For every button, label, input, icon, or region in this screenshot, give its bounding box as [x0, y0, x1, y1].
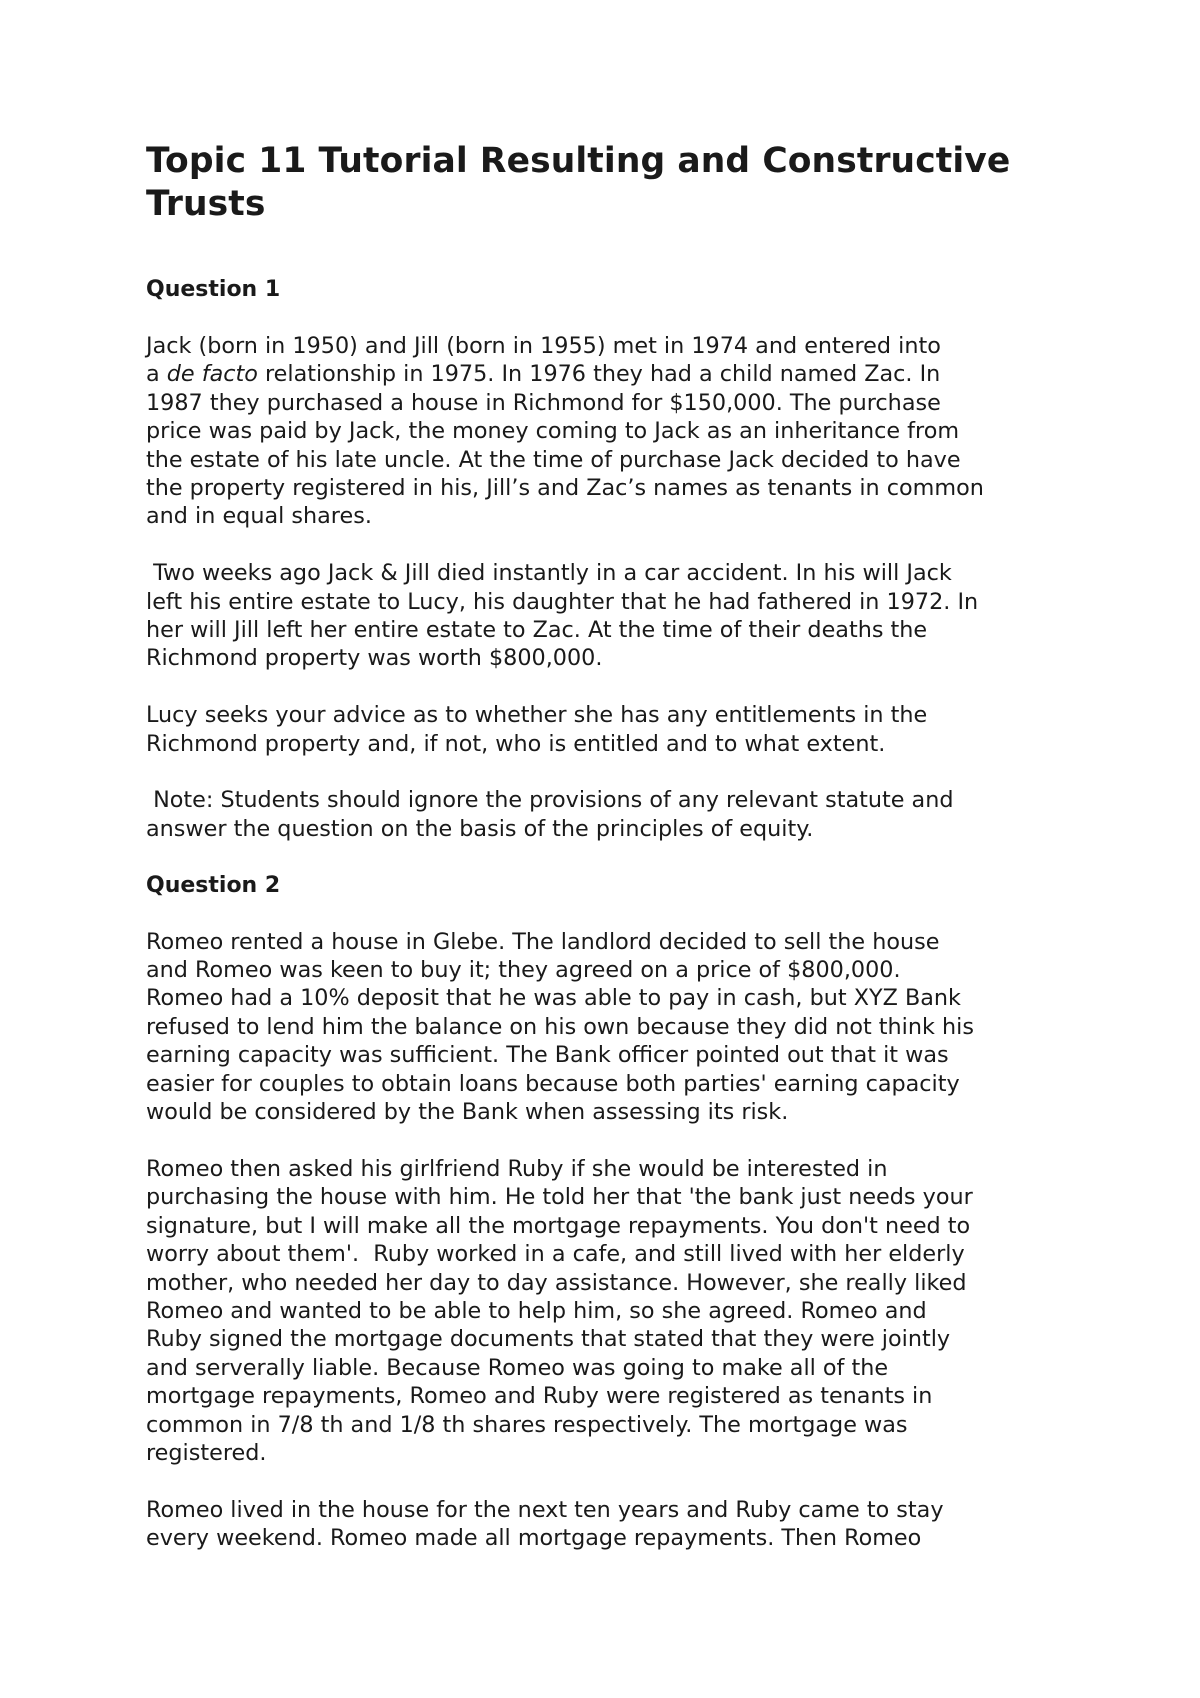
italic-term: de facto	[166, 361, 258, 388]
text-line: mother, who needed her day to day assistance. However, she really liked	[146, 1269, 967, 1296]
text-line: 1987 they purchased a house in Richmond for $150,000. The purchase	[146, 389, 941, 416]
text-line: Note: Students should ignore the provisions of any relevant statute and	[146, 787, 954, 814]
text-line: would be considered by the Bank when assessing its risk.	[146, 1099, 789, 1126]
text-line: Ruby signed the mortgage documents that stated that they were jointly	[146, 1326, 951, 1353]
text-line: signature, but I will make all the mortgage repayments. You don't need to	[146, 1212, 971, 1239]
question-1-note	[146, 786, 1086, 843]
text-line: earning capacity was sufficient. The Bank officer pointed out that it was	[146, 1042, 949, 1069]
text-line: easier for couples to obtain loans because both parties' earning capacity	[146, 1070, 960, 1097]
text-line: Lucy seeks your advice as to whether she has any entitlements in the	[146, 702, 928, 729]
document-page	[146, 140, 1086, 1581]
text-line: Two weeks ago Jack & Jill died instantly in a car accident. In his will Jack	[146, 560, 952, 587]
text-line: and Romeo was keen to buy it; they agreed on a price of $800,000.	[146, 957, 901, 984]
title-line: Topic 11 Tutorial Resulting and Constructive	[146, 141, 1011, 181]
text-line: worry about them'. Ruby worked in a cafe, and still lived with her elderly	[146, 1241, 965, 1268]
question-1-paragraph-3	[146, 701, 1086, 758]
text-line: mortgage repayments, Romeo and Ruby were registered as tenants in	[146, 1383, 933, 1410]
text-line: her will Jill left her entire estate to Zac. At the time of their deaths the	[146, 617, 928, 644]
text-line: left his entire estate to Lucy, his daughter that he had fathered in 1972. In	[146, 588, 979, 615]
text-line: the estate of his late uncle. At the time of purchase Jack decided to have	[146, 446, 961, 473]
text-line: purchasing the house with him. He told her that 'the bank just needs your	[146, 1184, 973, 1211]
text-line: every weekend. Romeo made all mortgage repayments. Then Romeo	[146, 1525, 922, 1552]
text-line: refused to lend him the balance on his own because they did not think his	[146, 1013, 974, 1040]
text-line: registered.	[146, 1439, 267, 1466]
text-line: Romeo rented a house in Glebe. The landlord decided to sell the house	[146, 928, 940, 955]
text-line: Romeo lived in the house for the next ten years and Ruby came to stay	[146, 1496, 944, 1523]
question-1-paragraph-2	[146, 559, 1086, 673]
text-line: and serverally liable. Because Romeo was going to make all of the	[146, 1354, 889, 1381]
text-line: Jack (born in 1950) and Jill (born in 1955) met in 1974 and entered into	[146, 333, 941, 359]
text-line: price was paid by Jack, the money coming to Jack as an inheritance from	[146, 418, 960, 445]
question-2-paragraph-3	[146, 1496, 1086, 1553]
text-line: Romeo then asked his girlfriend Ruby if she would be interested in	[146, 1155, 888, 1182]
question-1-heading: Question 1	[146, 277, 281, 302]
text-span: a	[146, 361, 167, 388]
question-2-heading: Question 2	[146, 872, 281, 898]
text-line: Richmond property was worth $800,000.	[146, 645, 603, 672]
text-line: Romeo had a 10% deposit that he was able to pay in cash, but XYZ Bank	[146, 985, 961, 1012]
text-line: Richmond property and, if not, who is entitled and to what extent.	[146, 730, 886, 757]
document-title	[146, 140, 1086, 226]
text-line: common in 7/8 th and 1/8 th shares respectively. The mortgage was	[146, 1411, 908, 1438]
text-span: relationship in 1975. In 1976 they had a child named Zac. In	[257, 361, 941, 388]
question-1-paragraph-1	[146, 332, 1086, 531]
title-line: Trusts	[146, 184, 266, 224]
text-line: the property registered in his, Jill’s and Zac’s names as tenants in common	[146, 475, 984, 502]
text-line	[146, 360, 1086, 388]
text-line: answer the question on the basis of the principles of equity.	[146, 815, 814, 842]
question-2-paragraph-1	[146, 928, 1086, 1127]
question-2-paragraph-2	[146, 1155, 1086, 1467]
text-line: and in equal shares.	[146, 503, 372, 530]
text-line: Romeo and wanted to be able to help him, so she agreed. Romeo and	[146, 1297, 927, 1324]
